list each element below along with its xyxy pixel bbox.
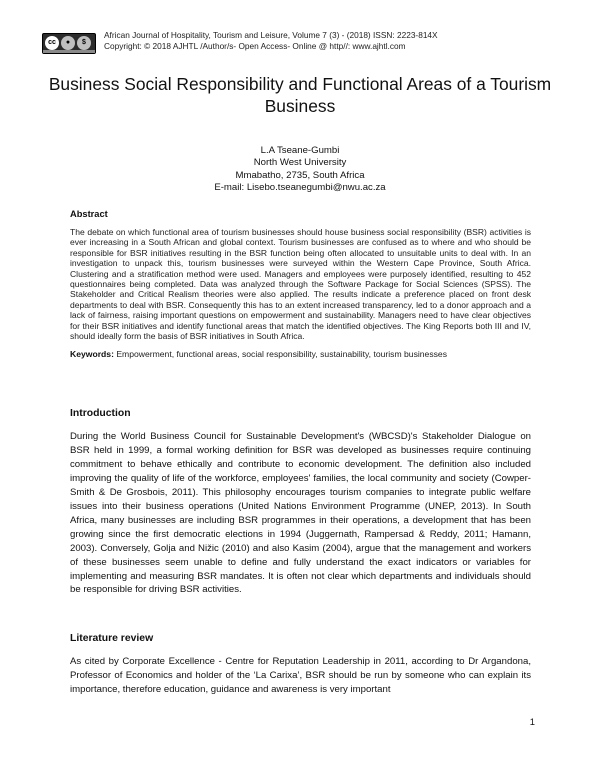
introduction-body: During the World Business Council for Sustainable Development's (WBCSD)'s Stakeholder Dialogue on BSR held in 1999, a formal working definition for BSR was developed as businesses require continuing commitment to behave ethically and contribute to economic development. The definition also included improving the quality of life of the workforce, employees' families, the local community and society (Cowper-Smith & De Grosbois, 2011). This philosophy encourages tourism companies to integrate public welfare issues into their business operations (United Nations Environment Programme (UNEP, 2013). In South Africa, many businesses are including BSR programmes in their operations, a development that has been growing since the first democratic elections in 1994 (Juggernath, Rampersad & Reddy, 2011; Hamann, 2003). Conversely, Golja and Nižic (2010) and also Kasim (2004), argue that the management and workers of these businesses seem unable to define and fully understand the exact indicators or variables for implementing and measuring BSR mandates. It is often not clear which departments and individuals should be responsible for driving BSR activities. (70, 431, 531, 596)
copyright-line: Copyright: © 2018 AJHTL /Author/s- Open Access- Online @ http//: www.ajhtl.com (104, 41, 406, 51)
nc-dollar-icon: $ (77, 36, 91, 50)
keywords-text: Empowerment, functional areas, social responsibility, sustainability, tourism businesses (113, 349, 448, 359)
cc-license-badge (42, 33, 96, 54)
literature-review-body: As cited by Corporate Excellence - Centre for Reputation Leadership in 2011, according to Dr Argandona, Professor of Economics and holder of the ‘La Carixa’, BSR should be run by someone who can explain its importance, therefore education, guidance and awareness is very important (70, 656, 531, 695)
author-email: E-mail: Lisebo.tseanegumbi@nwu.ac.za (214, 181, 386, 193)
by-person-icon: ● (61, 36, 75, 50)
keywords-label: Keywords: (70, 349, 114, 359)
literature-review-heading: Literature review (70, 633, 154, 644)
cc-icon: cc (45, 36, 59, 50)
author-affiliation: North West University (253, 157, 347, 169)
keywords-line (70, 349, 540, 359)
journal-header (42, 30, 562, 60)
header-text (104, 30, 438, 52)
author-name: L.A Tseane-Gumbi (260, 145, 340, 156)
author-block (40, 145, 560, 194)
page-number: 1 (529, 716, 535, 727)
journal-line: African Journal of Hospitality, Tourism and Leisure, Volume 7 (3) - (2018) ISSN: 2223-814X (104, 30, 438, 40)
introduction-heading: Introduction (70, 408, 131, 419)
license-strip (43, 50, 95, 53)
abstract-heading: Abstract (70, 209, 108, 219)
abstract-body: The debate on which functional area of tourism businesses should house business social responsibility (BSR) activities is ever increasing in a South African and global context. Tourism businesses are confused as to where and who should be responsible for BSR initiatives resulting in the BSR function being often allocated to unsuitable units to deal with. In an investigation to unpack this, tourism businesses were surveyed within the Western Cape Province, South Africa. Clustering and a stratification method were used. Managers and employees were purposely identified, resulting to 452 questionnaires being completed. Data was analyzed through the Software Package for Social Sciences (SPSS). The Stakeholder and Critical Realism theories were also applied. The results indicate a preference placed on front desk departments to deal with BSR. Consequently this has to an extent increased transparency, led to a donor approach and a lack of fairness, raising important questions on empowerment and sustainability. Managers need to have clear objectives for their BSR initiatives and identify functional areas that match the identified objectives. The King Reports both III and IV, should ideally form the basis of BSR initiatives in South Africa. (70, 227, 531, 342)
author-address: Mmabatho, 2735, South Africa (235, 169, 365, 181)
paper-title: Business Social Responsibility and Functional Areas of a Tourism Business (48, 74, 552, 116)
